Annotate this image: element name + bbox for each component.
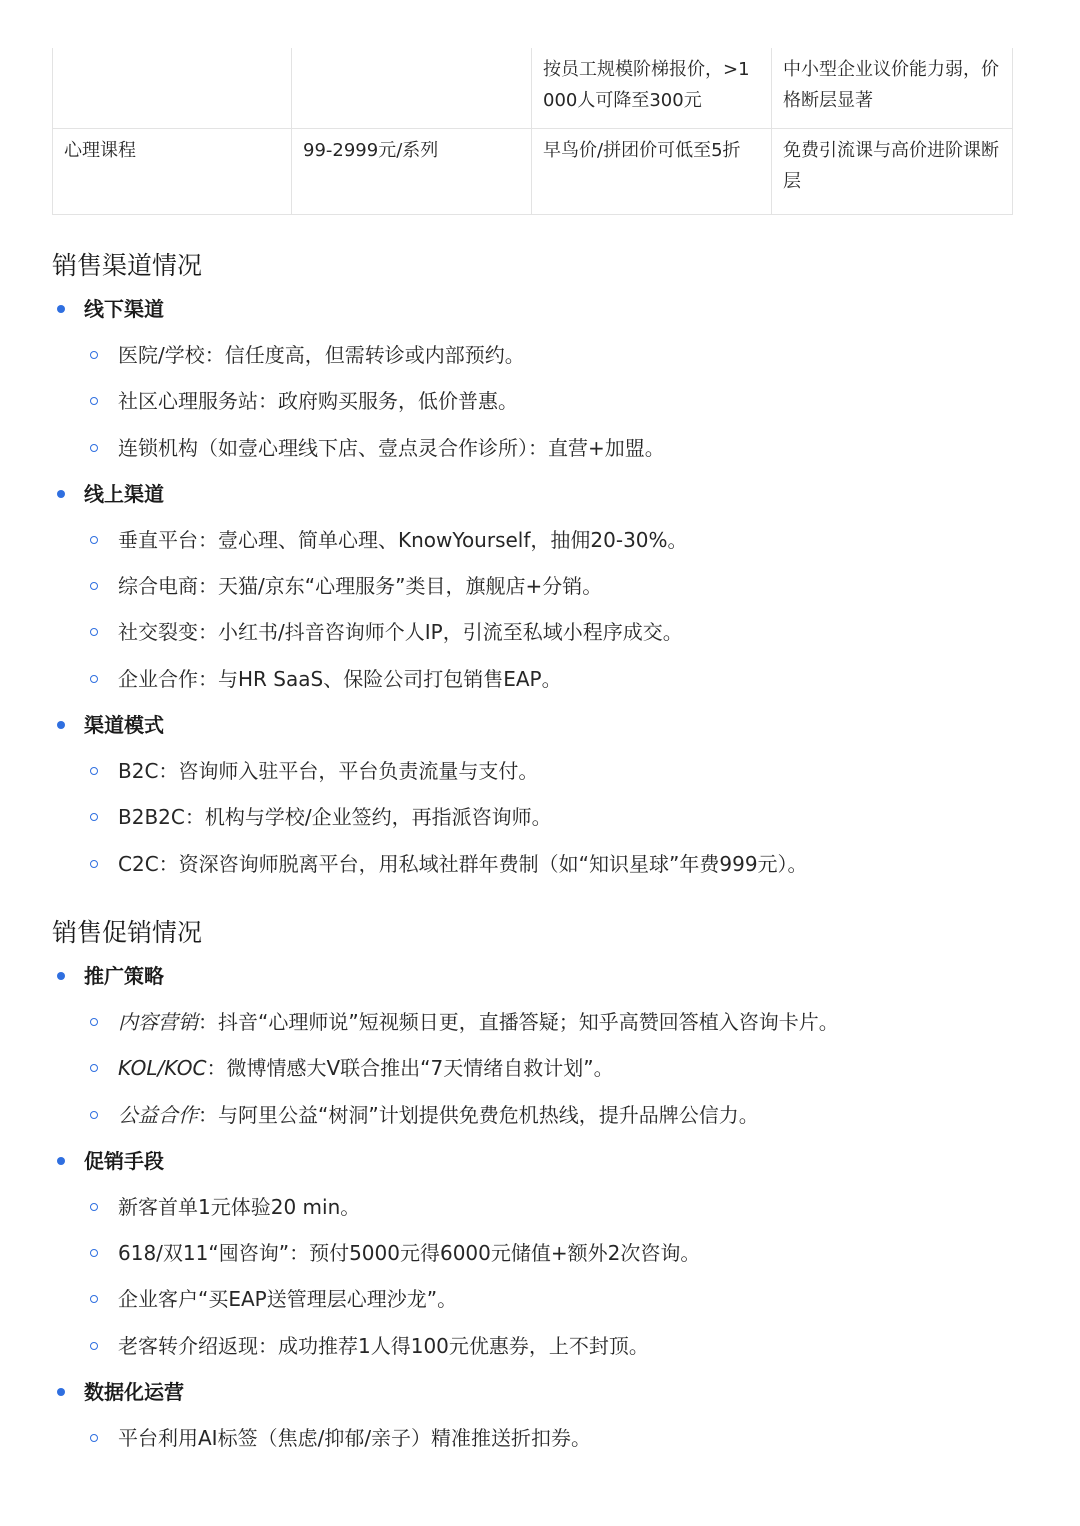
list-item [52, 1276, 1032, 1322]
list-item [52, 794, 1032, 840]
group-title [52, 1369, 1032, 1415]
list-item-text: 老客转介绍返现：成功推荐1人得100元优惠券，上不封顶。 [118, 1333, 649, 1358]
bullet-circle-icon [90, 1064, 98, 1072]
channel-group-model [52, 702, 1032, 887]
bullet-dot-icon [57, 1157, 65, 1165]
list-item-text: 社交裂变：小红书/抖音咨询师个人IP，引流至私域小程序成交。 [118, 620, 683, 645]
list-item-text: ：抖音“心理师说”短视频日更，直播答疑；知乎高赞回答植入咨询卡片。 [198, 1010, 839, 1034]
channel-group-offline [52, 286, 1032, 471]
table-cell: 免费引流课与高价进阶课断层 [772, 129, 1013, 215]
list-item-text: 医院/学校：信任度高，但需转诊或内部预约。 [118, 343, 525, 367]
list-item-text: B2C：咨询师入驻平台，平台负责流量与支付。 [118, 759, 539, 784]
table-cell: 99-2999元/系列 [292, 129, 532, 215]
list-item-text: 618/双11“囤咨询”：预付5000元得6000元储值+额外2次咨询。 [118, 1241, 701, 1266]
bullet-dot-icon [57, 972, 65, 980]
channels-section [52, 246, 1032, 887]
table-cell [53, 48, 292, 129]
list-item [52, 1092, 1032, 1138]
group-title-text: 推广策略 [84, 964, 164, 988]
group-title [52, 286, 1032, 332]
table-row [53, 129, 1013, 215]
bullet-circle-icon [90, 1111, 98, 1119]
list-item [52, 748, 1032, 794]
bullet-circle-icon [90, 860, 98, 868]
table-cell: 心理课程 [53, 129, 292, 215]
list-item [52, 999, 1032, 1045]
list-item [52, 425, 1032, 471]
section-heading: 销售渠道情况 [52, 251, 203, 280]
group-title-text: 促销手段 [84, 1148, 164, 1173]
list-item [52, 332, 1032, 378]
bullet-circle-icon [90, 444, 98, 452]
list-item [52, 1230, 1032, 1276]
group-title-text: 数据化运营 [84, 1380, 184, 1405]
bullet-dot-icon [57, 305, 65, 313]
pricing-table [52, 48, 1013, 215]
list-item-text: B2B2C：机构与学校/企业签约，再指派咨询师。 [118, 805, 552, 830]
list-item [52, 1323, 1032, 1369]
table-cell: 早鸟价/拼团价可低至5折 [532, 129, 772, 215]
list-item [52, 563, 1032, 609]
list-item [52, 609, 1032, 655]
bullet-dot-icon [57, 1388, 65, 1396]
bullet-circle-icon [90, 582, 98, 590]
bullet-circle-icon [90, 351, 98, 359]
promotion-group-data-ops [52, 1369, 1032, 1461]
bullet-circle-icon [90, 1434, 98, 1442]
list-item [52, 378, 1032, 424]
list-item-text: 企业客户“买EAP送管理层心理沙龙”。 [118, 1287, 458, 1312]
list-item-text: 连锁机构（如壹心理线下店、壹点灵合作诊所）：直营+加盟。 [118, 435, 665, 460]
promotion-section [52, 913, 1032, 1461]
list-item-text: 综合电商：天猫/京东“心理服务”类目，旗舰店+分销。 [118, 574, 603, 599]
bullet-circle-icon [90, 536, 98, 544]
list-item [52, 656, 1032, 702]
group-title-text: 线上渠道 [84, 481, 164, 506]
list-item-emphasis: KOL/KOC [118, 1056, 207, 1081]
promotion-group-means [52, 1138, 1032, 1369]
section-heading: 销售促销情况 [52, 918, 203, 947]
bullet-circle-icon [90, 1295, 98, 1303]
list-item-text: ：微博情感大V联合推出“7天情绪自救计划”。 [206, 1056, 614, 1081]
bullet-dot-icon [57, 490, 65, 498]
group-title [52, 471, 1032, 517]
bullet-circle-icon [90, 628, 98, 636]
group-title [52, 953, 1032, 999]
list-item-emphasis: 公益合作 [118, 1102, 198, 1127]
table-row [53, 48, 1013, 129]
list-item-text: 社区心理服务站：政府购买服务，低价普惠。 [118, 389, 518, 414]
list-item-text: 垂直平台：壹心理、简单心理、KnowYourself，抽佣20-30%。 [118, 527, 688, 552]
table-cell [292, 48, 532, 129]
list-item-text: 平台利用AI标签（焦虑/抑郁/亲子）精准推送折扣券。 [118, 1426, 592, 1451]
list-item-text: ：与阿里公益“树洞”计划提供免费危机热线，提升品牌公信力。 [198, 1102, 759, 1127]
list-item-emphasis: 内容营销 [118, 1010, 198, 1034]
promotion-group-strategy [52, 953, 1032, 1138]
channel-group-online [52, 471, 1032, 702]
list-item [52, 517, 1032, 563]
group-title-text: 线下渠道 [84, 297, 164, 321]
bullet-circle-icon [90, 397, 98, 405]
list-item [52, 1415, 1032, 1461]
list-item [52, 1184, 1032, 1230]
table-cell: 中小型企业议价能力弱，价格断层显著 [772, 48, 1013, 129]
bullet-circle-icon [90, 1342, 98, 1350]
group-title [52, 1138, 1032, 1184]
bullet-circle-icon [90, 767, 98, 775]
bullet-dot-icon [57, 721, 65, 729]
list-item-text: 企业合作：与HR SaaS、保险公司打包销售EAP。 [118, 666, 562, 691]
bullet-circle-icon [90, 1249, 98, 1257]
list-item-text: 新客首单1元体验20 min。 [118, 1194, 361, 1219]
list-item [52, 1045, 1032, 1091]
bullet-circle-icon [90, 1203, 98, 1211]
group-title-text: 渠道模式 [84, 713, 164, 738]
list-item-text: C2C：资深咨询师脱离平台，用私域社群年费制（如“知识星球”年费999元）。 [118, 851, 808, 876]
group-title [52, 702, 1032, 748]
bullet-circle-icon [90, 675, 98, 683]
list-item [52, 841, 1032, 887]
bullet-circle-icon [90, 813, 98, 821]
bullet-circle-icon [90, 1018, 98, 1026]
table-cell: 按员工规模阶梯报价，>1000人可降至300元 [532, 48, 772, 129]
